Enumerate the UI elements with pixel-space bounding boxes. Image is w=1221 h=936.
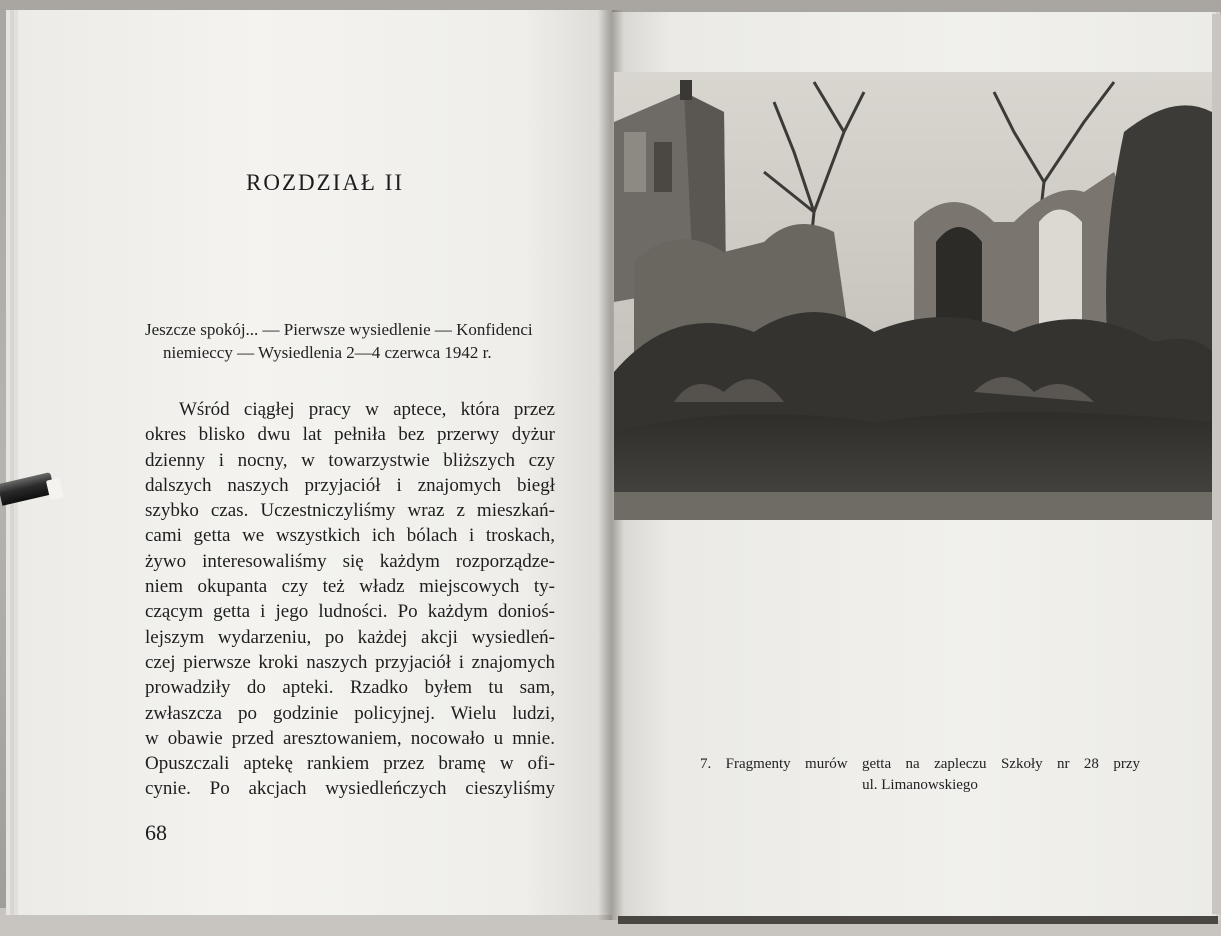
text-line: okres blisko dwu lat pełniła bez przerwy dyżur xyxy=(145,424,555,446)
spine-edge xyxy=(618,916,1218,924)
text-line: Opuszczali aptekę rankiem przez bramę w ofi- xyxy=(145,753,555,775)
page-number: 68 xyxy=(145,820,167,845)
photo-caption xyxy=(700,754,1140,796)
text-line: prowadziły do apteki. Rzadko byłem tu sam, xyxy=(145,677,555,699)
chapter-title: ROZDZIAŁ II xyxy=(246,170,405,195)
text-line: lejszym wydarzeniu, po każdej akcji wysiedleń- xyxy=(145,626,555,648)
caption-line: ul. Limanowskiego xyxy=(862,777,978,793)
text-line: Wśród ciągłej pracy w aptece, która przez xyxy=(179,399,555,420)
text-line: dzienny i nocny, w towarzystwie bliższych czy xyxy=(145,449,555,471)
text-line: cami getta we wszystkich ich bólach i troskach, xyxy=(145,525,555,547)
page-edges xyxy=(1212,14,1221,914)
summary-line: niemieccy — Wysiedlenia 2—4 czerwca 1942 r. xyxy=(163,343,492,362)
text-line: czącym getta i jego ludności. Po każdym donioś- xyxy=(145,601,555,623)
text-line: zwłaszcza po godzinie policyjnej. Wielu ludzi, xyxy=(145,702,555,724)
text-line: cynie. Po akcjach wysiedleńczych cieszyliśmy xyxy=(145,778,555,800)
caption-line: 7. Fragmenty murów getta na zapleczu Szkoły nr 28 przy xyxy=(700,756,1140,772)
text-line: szybko czas. Uczestniczyliśmy wraz z mieszkań- xyxy=(145,500,555,522)
body-text xyxy=(145,397,555,802)
summary-line: Jeszcze spokój... — Pierwsze wysiedlenie — Konfidenci xyxy=(145,320,533,339)
chapter-summary xyxy=(145,318,555,364)
text-line: czej pierwsze kroki naszych przyjaciół i znajomych xyxy=(145,651,555,673)
text-line: żywo interesowaliśmy się każdym rozporządze- xyxy=(145,550,555,572)
text-line: w obawie przed aresztowaniem, nocowało u mnie. xyxy=(145,727,555,749)
text-line: niem okupanta czy też władz miejscowych ty- xyxy=(145,576,555,598)
text-line: dalszych naszych przyjaciół i znajomych biegł xyxy=(145,474,555,496)
ruined-wall-photo-icon xyxy=(614,72,1212,520)
